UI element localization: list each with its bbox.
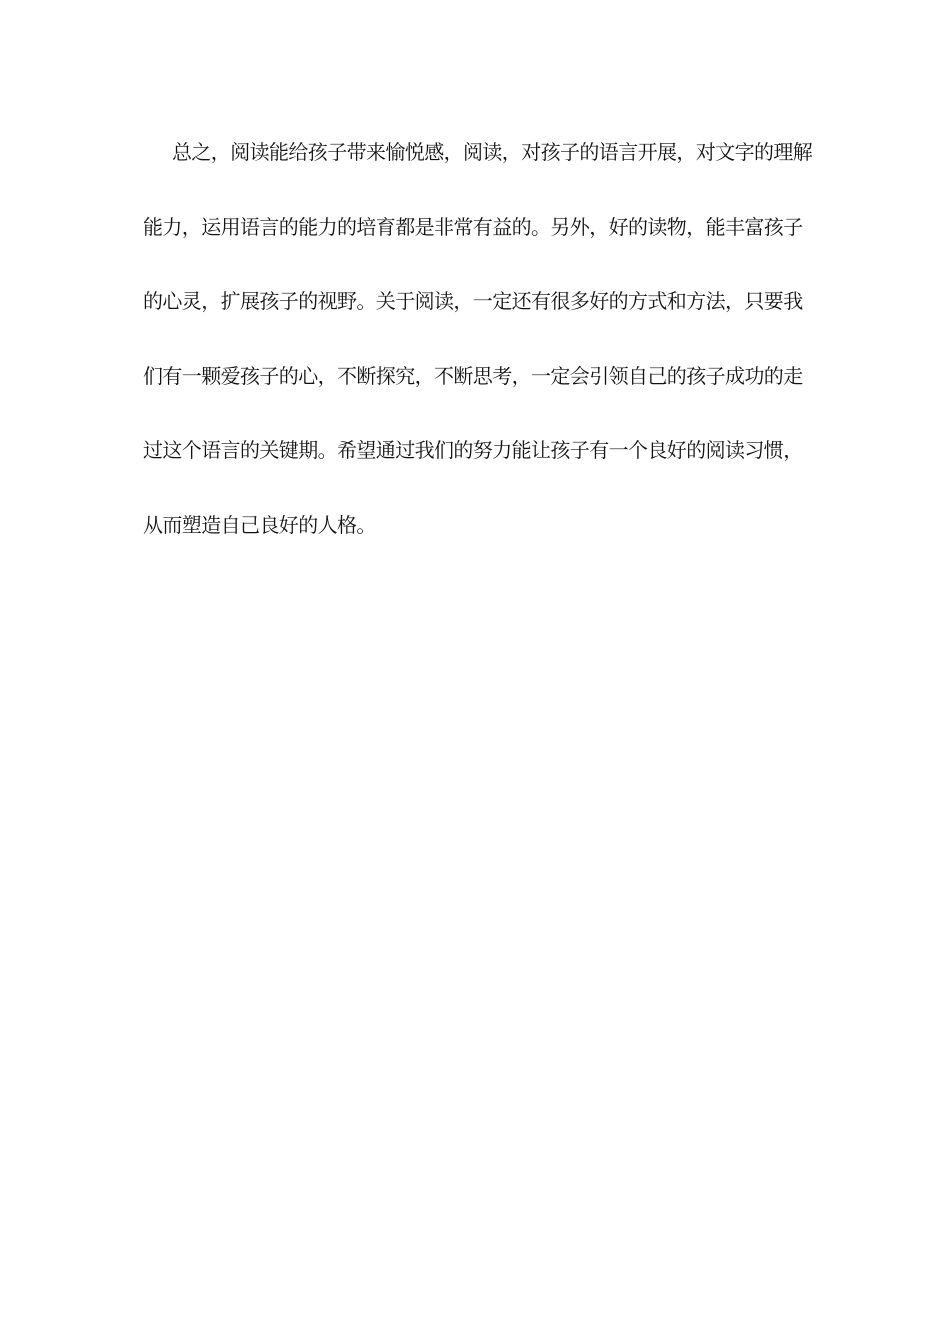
paragraph-line-1: 总之，阅读能给孩子带来愉悦感，阅读，对孩子的语言开展，对文字的理解: [172, 140, 813, 164]
paragraph-line-2: 能力，运用语言的能力的培育都是非常有益的。另外，好的读物，能丰富孩子: [143, 214, 803, 239]
paragraph-line-5: 过这个语言的关键期。希望通过我们的努力能让孩子有一个良好的阅读习惯，: [143, 438, 803, 462]
paragraph-line-3: 的心灵，扩展孩子的视野。关于阅读，一定还有很多好的方式和方法，只要我: [143, 289, 803, 313]
body-paragraph: [143, 130, 813, 577]
paragraph-line-6: 从而塑造自己良好的人格。: [143, 512, 376, 537]
paragraph-line-4: 们有一颗爱孩子的心，不断探究，不断思考，一定会引领自己的孩子成功的走: [143, 363, 803, 388]
